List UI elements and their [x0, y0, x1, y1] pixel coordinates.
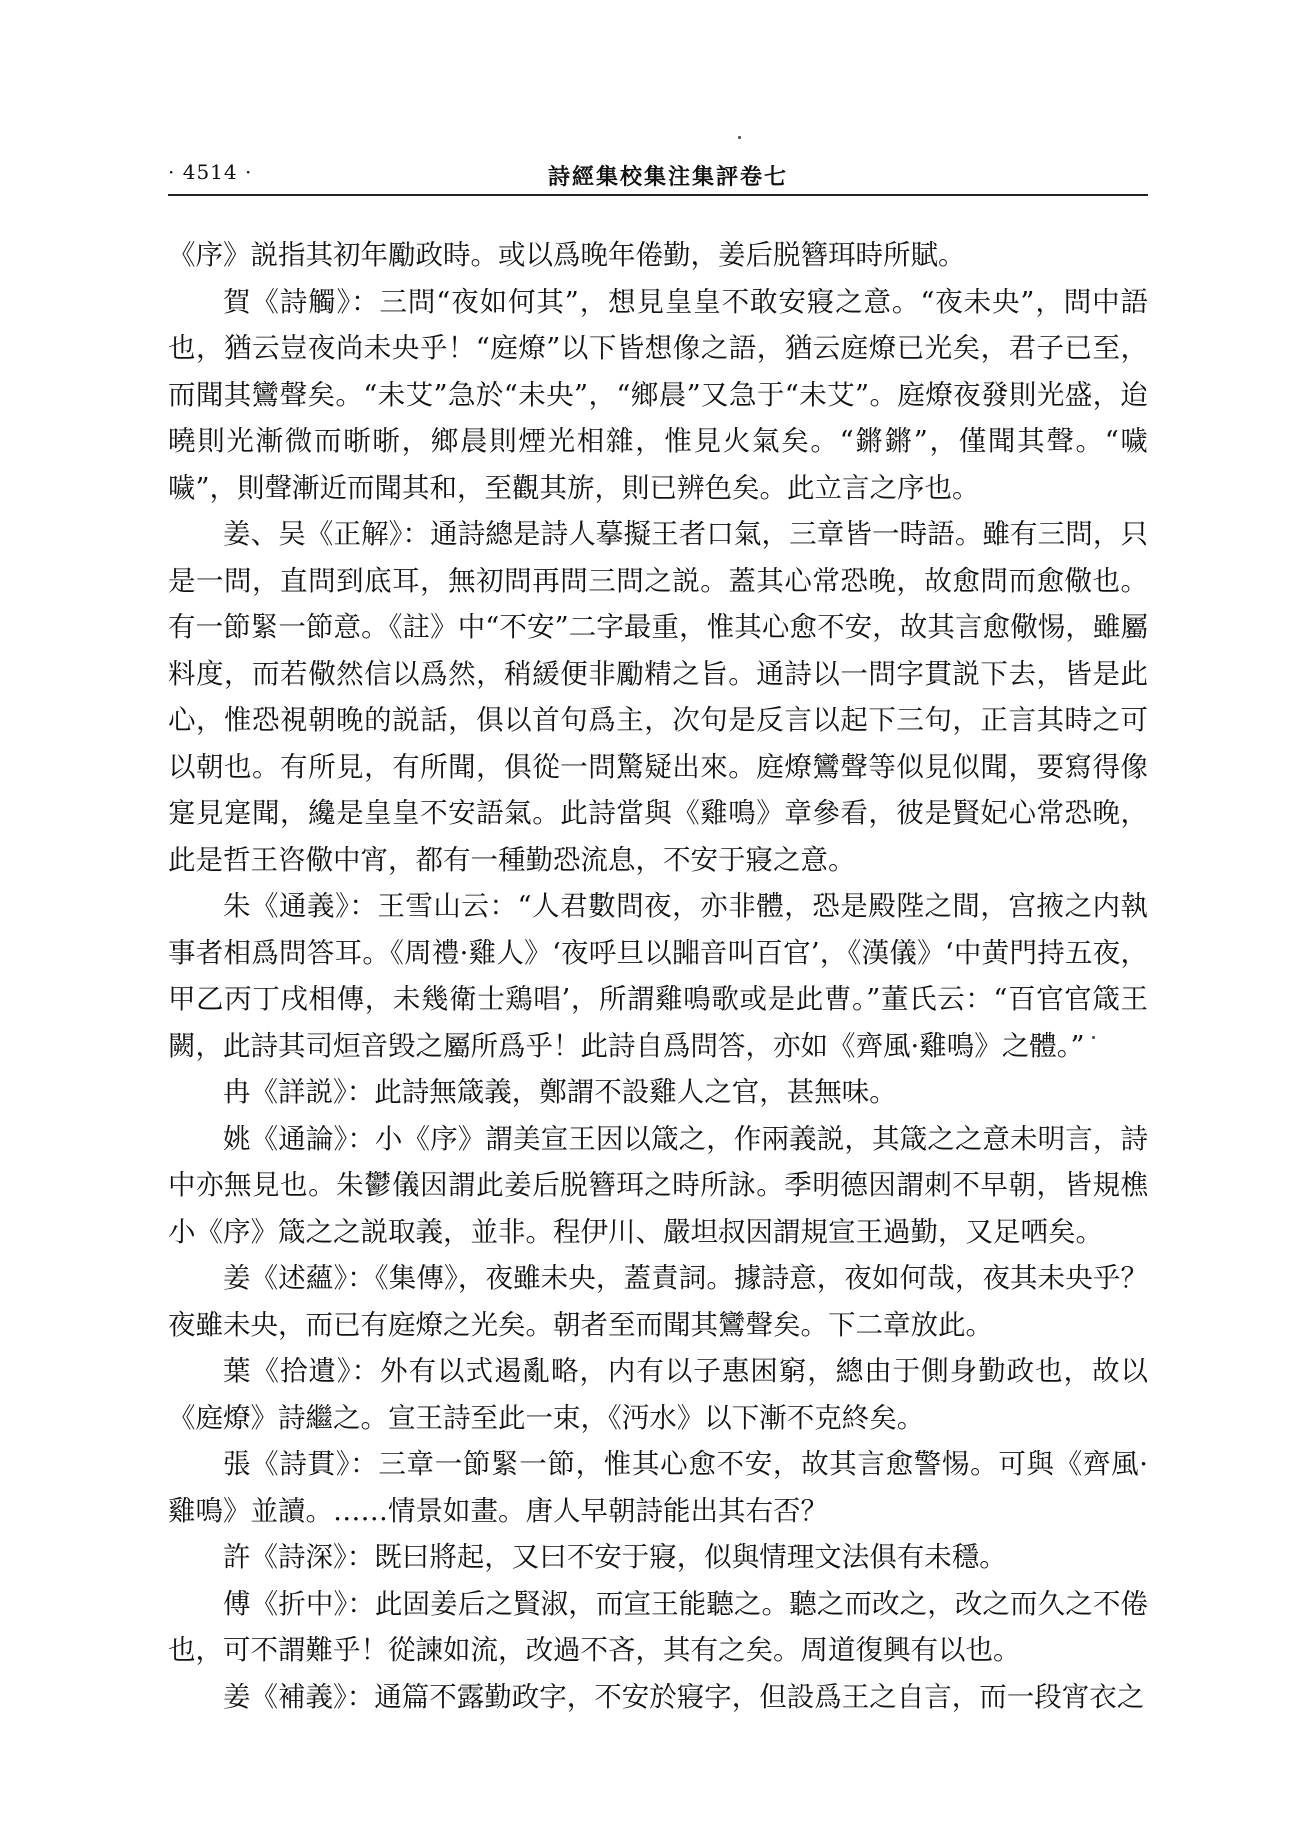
paragraph: 姜《述蘊》：《集傳》，夜雖未央，蓋責詞。據詩意，夜如何哉，夜其未央乎？夜雖未央，而已有庭燎之光矣。朝者至而聞其鸞聲矣。下二章放此。 — [168, 1262, 1148, 1341]
paragraph: 傅《折中》：此固姜后之賢淑，而宣王能聽之。聽之而改之，改之而久之不倦也，可不謂難乎！從諫如流，改過不吝，其有之矣。周道復興有以也。 — [168, 1587, 1148, 1666]
paragraph: 姜《補義》：通篇不露勤政字，不安於寢字，但設爲王之自言，而一段宵衣之 — [223, 1680, 1145, 1713]
body-text — [168, 232, 1148, 1720]
paragraph: 姚《通論》：小《序》謂美宣王因以箴之，作兩義説，其箴之之意未明言，詩中亦無見也。朱鬱儀因謂此姜后脱簪珥之時所詠。季明德因謂刺不早朝，皆規樵小《序》箴之之説取義，並非。程伊川、嚴坦叔因謂規宣王過勤，又足哂矣。 — [168, 1122, 1148, 1248]
paragraph: 賀《詩觸》：三問“夜如何其”，想見皇皇不敢安寢之意。“夜未央”，問中語也，猶云豈夜尚未央乎！“庭燎”以下皆想像之語，猶云庭燎已光矣，君子已至，而聞其鸞聲矣。“未艾”急於“未央”，“鄉晨”又急于“未艾”。庭燎夜發則光盛，迨曉則光漸微而晣晣，鄉晨則煙光相雜，惟見火氣矣。“鏘鏘”，僅聞其聲。“噦噦”，則聲漸近而聞其和，至觀其旂，則已辨色矣。此立言之序也。 — [168, 285, 1148, 504]
page-header — [168, 160, 1148, 200]
page-number: · 4514 · — [168, 160, 253, 184]
header-rule — [168, 194, 1148, 196]
paragraph: 《序》説指其初年勵政時。或以爲晚年倦勤，姜后脱簪珥時所賦。 — [168, 239, 966, 271]
paragraph: 姜、吴《正解》：通詩總是詩人摹擬王者口氣，三章皆一時語。雖有三問，只是一問，直問到底耳，無初問再問三問之説。蓋其心常恐晚，故愈問而愈儆也。有一節緊一節意。《註》中“不安”二字最重，惟其心愈不安，故其言愈儆惕，雖屬料度，而若儆然信以爲然，稍緩便非勵精之旨。通詩以一問字貫説下去，皆是此心，惟恐視朝晚的説話，俱以首句爲主，次句是反言以起下三句，正言其時之可以朝也。有所見，有所聞，俱從一問驚疑出來。庭燎鸞聲等似見似聞，要寫得像寔見寔聞，纔是皇皇不安語氣。此詩當與《雞鳴》章參看，彼是賢妃心常恐晚，此是哲王咨儆中宵，都有一種勤恐流息，不安于寢之意。 — [168, 518, 1148, 876]
paragraph: 葉《拾遺》：外有以式遏亂略，内有以子惠困窮，總由于側身勤政也，故以《庭燎》詩繼之。宣王詩至此一束，《沔水》以下漸不克終矣。 — [168, 1355, 1148, 1434]
running-title: 詩經集校集注集評卷七 — [547, 164, 788, 190]
paragraph: 許《詩深》：既曰將起，又曰不安于寢，似與情理文法俱有未穩。 — [223, 1541, 1007, 1573]
paragraph: 朱《通義》：王雪山云：“人君數問夜，亦非體，恐是殿陛之間，宫掖之内執事者相爲問答耳。《周禮·雞人》‘夜呼旦以嘂音叫百官’，《漢儀》‘中黄門持五夜，甲乙丙丁戌相傳，未幾衛士鶏唱’，所謂雞鳴歌或是此曹。”董氏云：“百官官箴王闕，此詩其司烜音毁之屬所爲乎！此詩自爲問答，亦如《齊風·雞鳴》之體。” — [168, 890, 1148, 1062]
scan-speck — [738, 136, 741, 139]
paragraph: 冉《詳説》：此詩無箴義，鄭謂不設雞人之官，甚無味。 — [223, 1076, 897, 1108]
paragraph: 張《詩貫》：三章一節緊一節，惟其心愈不安，故其言愈警惕。可與《齊風·雞鳴》並讀。……情景如畫。唐人早朝詩能出其右否？ — [168, 1448, 1148, 1527]
